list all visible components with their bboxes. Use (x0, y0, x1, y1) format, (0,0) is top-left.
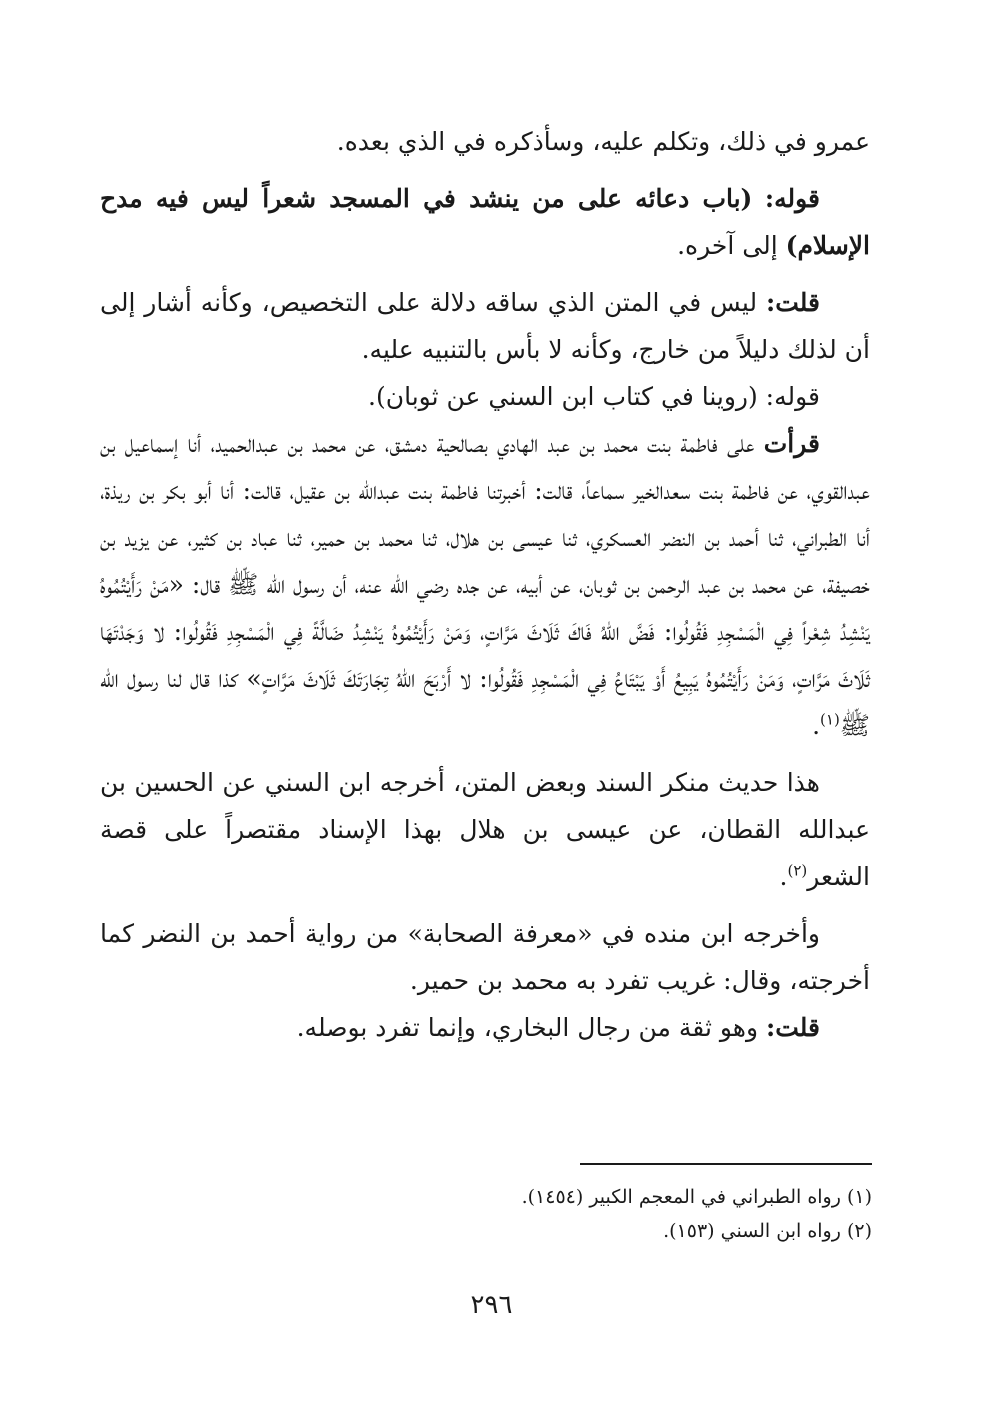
paragraph-2-quote: (باب دعائه على من ينشد في المسجد شعراً ليس فيه مدح الإسلام) (100, 184, 870, 260)
paragraph-1-text: عمرو في ذلك، وتكلم عليه، وسأذكره في الذي بعده. (336, 127, 870, 156)
paragraph-8-text: وهو ثقة من رجال البخاري، وإنما تفرد بوصله. (296, 1013, 759, 1042)
paragraph-2 (100, 175, 870, 269)
paragraph-4 (100, 373, 870, 420)
footnote-divider (580, 1163, 872, 1165)
paragraph-5 (100, 420, 870, 749)
footnotes (100, 1180, 872, 1248)
main-text (100, 118, 870, 1051)
paragraph-7-text: وأخرجه ابن منده في «معرفة الصحابة» من رواية أحمد بن النضر كما أخرجته، وقال: غريب تفرد به محمد بن حمير. (100, 919, 870, 995)
paragraph-6 (100, 759, 870, 900)
paragraph-6-end: . (779, 862, 788, 891)
footnote-ref-1: (١) (820, 710, 840, 729)
footnote-ref-2: (٢) (787, 861, 808, 880)
footnote-1: (١) رواه الطبراني في المعجم الكبير (١٤٥٤). (521, 1186, 872, 1208)
paragraph-8 (100, 1004, 870, 1051)
paragraph-2-label: قوله: (764, 184, 820, 213)
paragraph-2-rest: إلى آخره. (677, 231, 778, 260)
paragraph-5-label: قرأت (763, 429, 820, 458)
paragraph-5-end: . (812, 711, 821, 740)
paragraph-5-text: على فاطمة بنت محمد بن عبد الهادي بصالحية دمشق، عن محمد بن عبدالحميد، أنا إسماعيل بن عبدالقوي، عن فاطمة بنت سعدالخير سماعاً، قالت: أخبرتنا فاطمة بنت عبدالله بن عقيل، قالت: أنا أبو بكر بن ريذة، أنا الطبراني، ثنا أحمد بن النضر العسكري، ثنا عيسى بن هلال، ثنا محمد بن حمير، ثنا عباد بن كثير، عن يزيد بن خصيفة، عن محمد بن عبد الرحمن بن ثوبان، عن أبيه، عن جده رضي الله عنه، أن رسول الله ﷺ قال: «مَنْ رَأَيْتُمُوهُ يَنْشِدُ شِعْراً فِي الْمَسْجِدِ فَقُولُوا: فَضَّ اللهُ فَاكَ ثَلَاثَ مَرَّاتٍ، وَمَنْ رَأَيْتُمُوهُ يَنْشِدُ ضَالَّةً فِي الْمَسْجِدِ فَقُولُوا: لا وَجَدْتَهَا ثَلَاثَ مَرَّاتٍ، وَمَنْ رَأَيْتُمُوهُ يَبِيعُ أَوْ يَبْتَاعُ فِي الْمَسْجِدِ فَقُولُوا: لا أَرْبَحَ اللهُ تِجَارَتَكَ ثَلَاثَ مَرَّاتٍ» كذا قال لنا رسول الله ﷺ (100, 429, 870, 740)
page-number: ٢٩٦ (470, 1290, 513, 1320)
paragraph-8-label: قلت: (765, 1013, 820, 1042)
paragraph-4-text: قوله: (روينا في كتاب ابن السني عن ثوبان). (368, 382, 820, 411)
paragraph-1 (100, 118, 870, 165)
paragraph-3 (100, 279, 870, 373)
footnote-2: (٢) رواه ابن السني (١٥٣). (663, 1220, 872, 1242)
paragraph-3-text: ليس في المتن الذي ساقه دلالة على التخصيص، وكأنه أشار إلى أن لذلك دليلاً من خارج، وكأنه لا بأس بالتنبيه عليه. (100, 288, 870, 364)
paragraph-7 (100, 910, 870, 1004)
paragraph-6-text: هذا حديث منكر السند وبعض المتن، أخرجه ابن السني عن الحسين بن عبدالله القطان، عن عيسى بن هلال بهذا الإسناد مقتصراً على قصة الشعر (100, 768, 870, 891)
paragraph-3-label: قلت: (765, 288, 820, 317)
